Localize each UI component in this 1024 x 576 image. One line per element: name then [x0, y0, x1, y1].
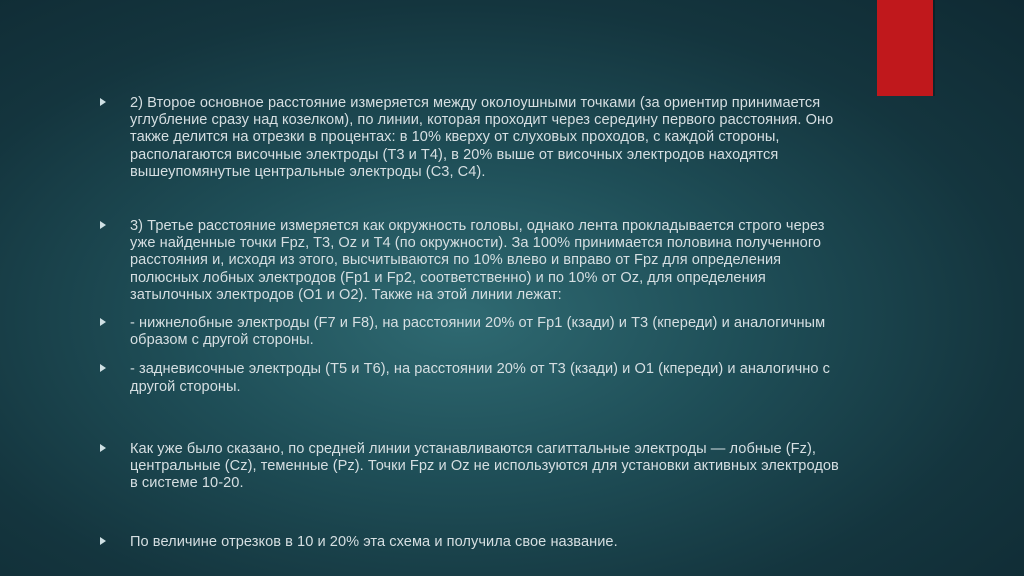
triangle-bullet-icon: [100, 444, 106, 452]
bullet-text: - нижнелобные электроды (F7 и F8), на расстоянии 20% от Fp1 (кзади) и Т3 (кпереди) и аналогичным образом с другой стороны.: [130, 315, 826, 349]
bullet-item-second-distance: [100, 95, 842, 181]
bullet-text: - задневисочные электроды (T5 и T6), на расстоянии 20% от Т3 (кзади) и О1 (кпереди) и аналогично с другой стороны.: [130, 361, 830, 395]
bullet-item-lower-frontal: [100, 315, 842, 349]
triangle-bullet-icon: [100, 98, 106, 106]
bullet-item-sagittal: [100, 441, 842, 493]
triangle-bullet-icon: [100, 537, 106, 545]
bullet-item-posterior-temporal: [100, 361, 842, 395]
triangle-bullet-icon: [100, 364, 106, 372]
bullet-text: По величине отрезков в 10 и 20% эта схема и получила свое название.: [130, 534, 618, 551]
bullet-item-name-origin: [100, 534, 842, 551]
slide-body: [100, 95, 842, 552]
bullet-text: 3) Третье расстояние измеряется как окружность головы, однако лента прокладывается строго через уже найденные точки Fpz, T3, Oz и Т4 (по окружности). За 100% принимается половина полученного расстояния и, исходя из этого, высчитываются по 10% влево и вправо от Fpz для определения полюсных лобных электродов (Fp1 и Fp2, соответственно) и по 10% от Oz, для определения затылочных электродов (O1 и O2). Также на этой линии лежат:: [130, 218, 825, 303]
red-accent-bar: [877, 0, 933, 96]
bullet-text: 2) Второе основное расстояние измеряется между околоушными точками (за ориентир принимается углубление сразу над козелком), по линии, которая проходит через середину первого расстояния. Оно также делится на отрезки в процентах: в 10% кверху от слуховых проходов, с каждой стороны, располагаются височные электроды (Т3 и Т4), в 20% выше от височных электродов находятся вышеупомянутые центральные электроды (С3, С4).: [130, 95, 834, 180]
triangle-bullet-icon: [100, 318, 106, 326]
bullet-text: Как уже было сказано, по средней линии устанавливаются сагиттальные электроды — лобные (Fz), центральные (Cz), теменные (Pz). Точки Fpz и Oz не используются для установки активных электродов в системе 10-20.: [130, 440, 839, 492]
bullet-item-third-distance: [100, 218, 842, 304]
triangle-bullet-icon: [100, 221, 106, 229]
